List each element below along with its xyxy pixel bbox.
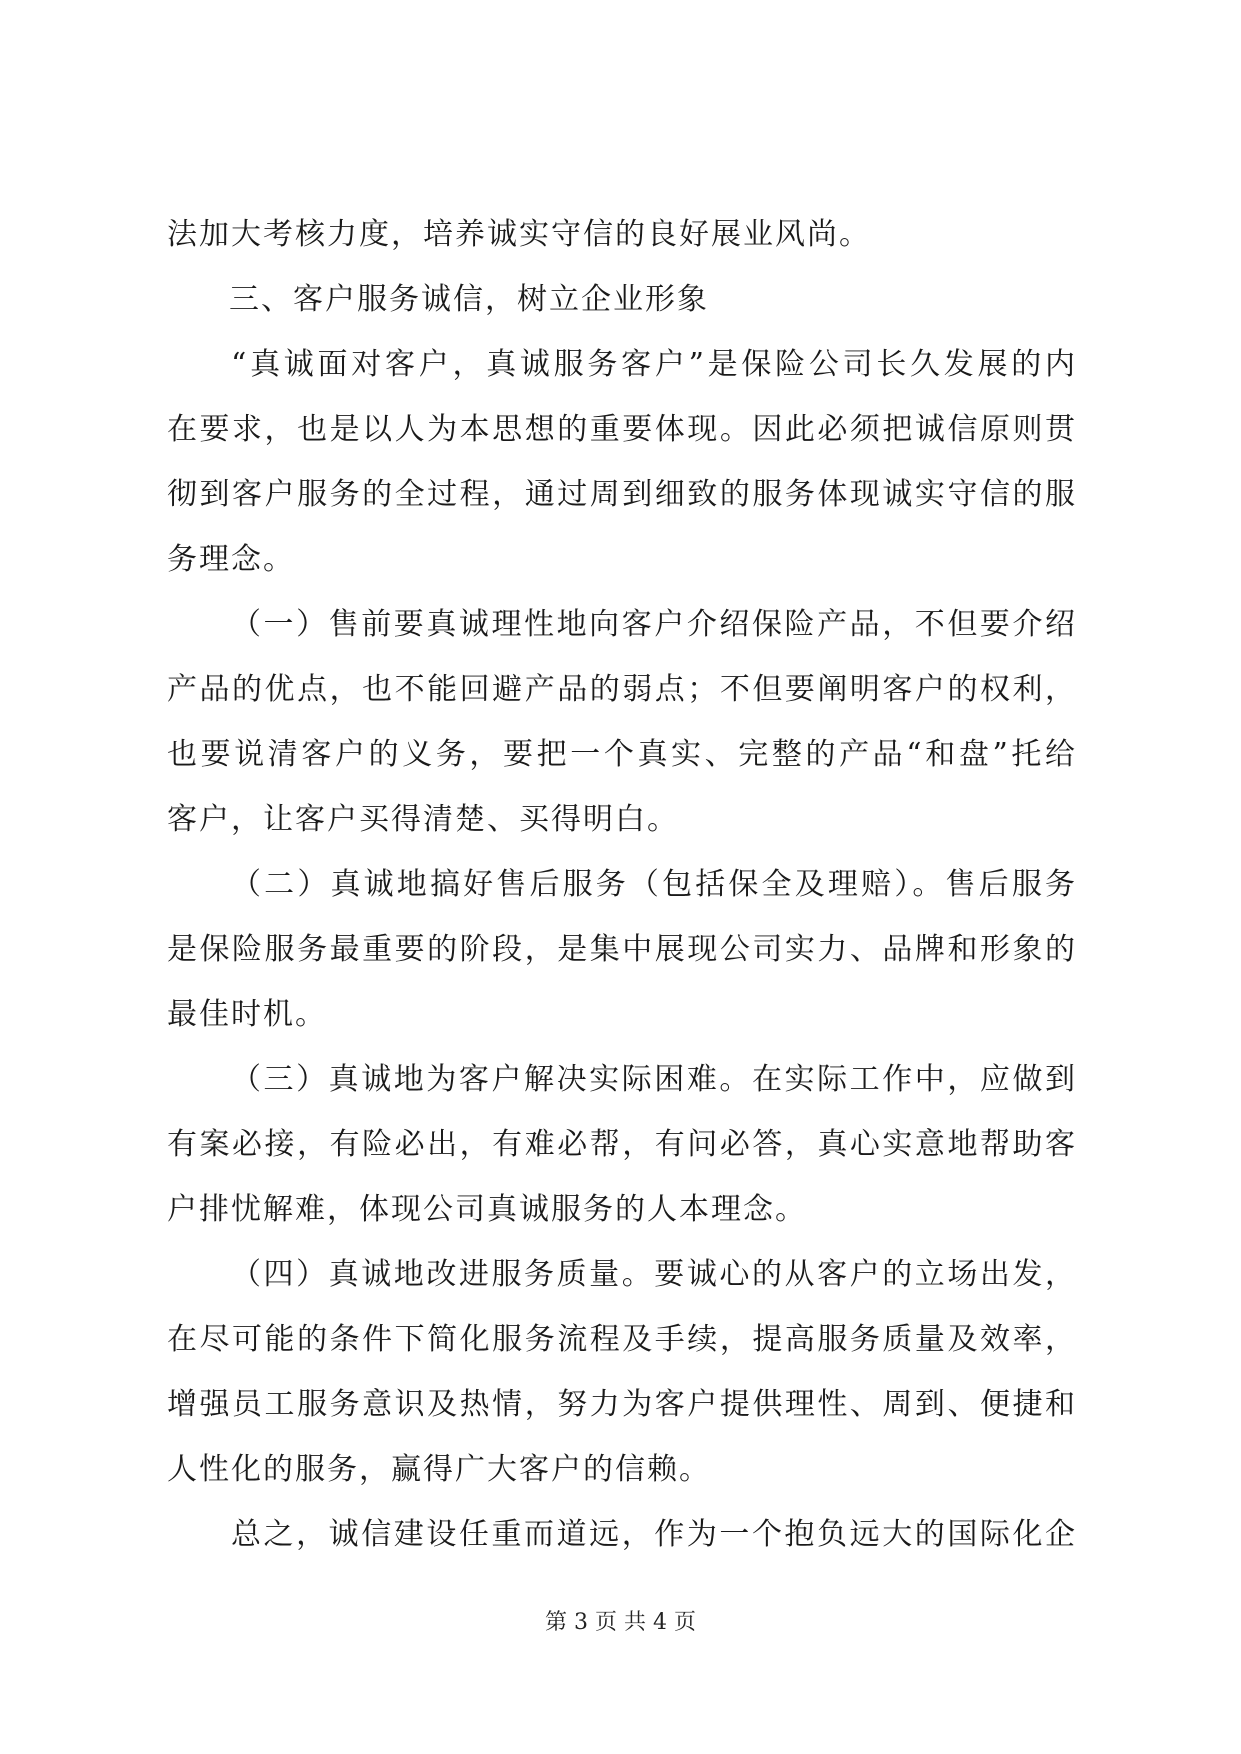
text-line: （三）真诚地为客户解决实际困难。在实际工作中，应做到: [231, 1062, 1077, 1097]
text-line: 法加大考核力度，培养诚实守信的良好展业风尚。: [167, 217, 871, 252]
body-text: [167, 202, 1077, 1567]
text-line: 户排忧解难，体现公司真诚服务的人本理念。: [167, 1192, 807, 1227]
text-line: （二）真诚地搞好售后服务（包括保全及理赔）。售后服务: [231, 867, 1077, 902]
text-line: 在尽可能的条件下简化服务流程及手续，提高服务质量及效率，: [167, 1322, 1077, 1357]
text-line: 在要求，也是以人为本思想的重要体现。因此必须把诚信原则贯: [167, 412, 1077, 447]
text-line: 务理念。: [167, 542, 295, 577]
text-line: 总之，诚信建设任重而道远，作为一个抱负远大的国际化企: [231, 1517, 1077, 1552]
text-line: “真诚面对客户，真诚服务客户”是保险公司长久发展的内: [231, 347, 1077, 382]
text-line: 增强员工服务意识及热情，努力为客户提供理性、周到、便捷和: [167, 1387, 1077, 1422]
page-number-footer: 第 3 页 共 4 页: [545, 1610, 696, 1635]
text-line: 是保险服务最重要的阶段，是集中展现公司实力、品牌和形象的: [167, 932, 1077, 967]
text-line: 客户，让客户买得清楚、买得明白。: [167, 802, 679, 837]
text-line: （四）真诚地改进服务质量。要诚心的从客户的立场出发，: [231, 1257, 1077, 1292]
section-heading: 三、客户服务诚信，树立企业形象: [229, 282, 709, 317]
text-line: 产品的优点，也不能回避产品的弱点；不但要阐明客户的权利，: [167, 672, 1077, 707]
text-line: （一）售前要真诚理性地向客户介绍保险产品，不但要介绍: [231, 607, 1077, 642]
text-line: 彻到客户服务的全过程，通过周到细致的服务体现诚实守信的服: [167, 477, 1077, 512]
text-line: 最佳时机。: [167, 997, 327, 1032]
text-line: 有案必接，有险必出，有难必帮，有问必答，真心实意地帮助客: [167, 1127, 1077, 1162]
text-line: 也要说清客户的义务，要把一个真实、完整的产品“和盘”托给: [167, 737, 1077, 772]
text-line: 人性化的服务，赢得广大客户的信赖。: [167, 1452, 711, 1487]
